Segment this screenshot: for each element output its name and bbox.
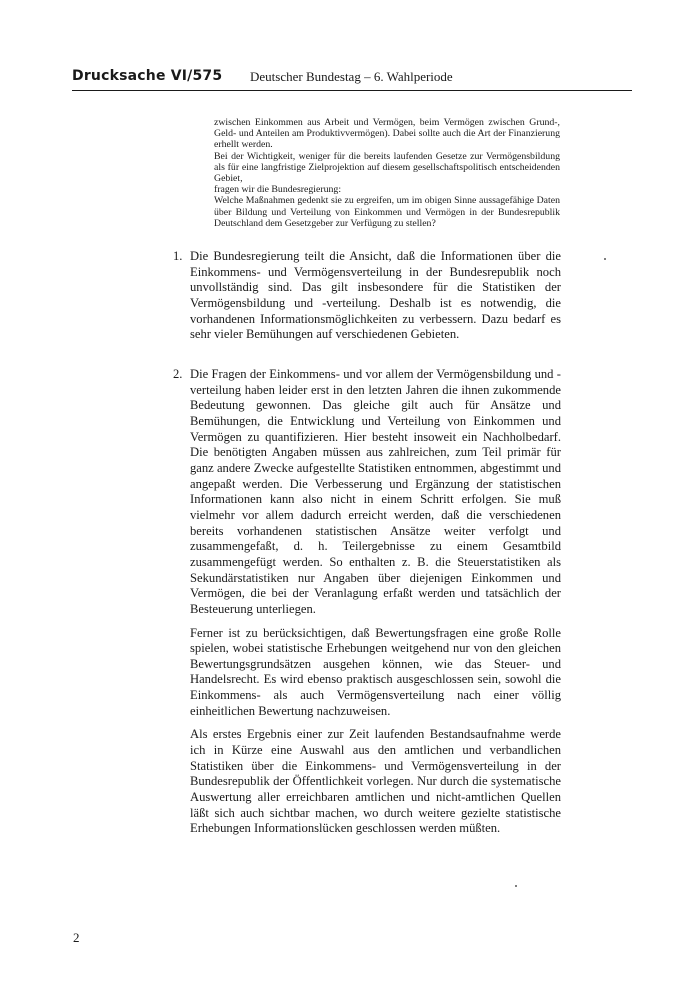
page-header [72, 68, 632, 90]
answer-paragraph: Die Bundesregierung teilt die Ansicht, daß die Informationen über die Einkommens- und Vermögensverteilung in der Bundesrepublik noch unvollständig sind. Das gilt insbesondere für die Statistiken der Vermögensbildung und -verteilung. Deshalb ist es notwendig, die vorhandenen Informationsmöglichkeiten zu verbessern. Dazu bedarf es sehr vieler Bemühungen auf verschiedenen Gebieten. [190, 249, 561, 342]
answer-number: 2. [173, 367, 183, 381]
answer-paragraph: Die Fragen der Einkommens- und vor allem der Vermögensbildung und -verteilung haben leider erst in den letzten Jahren die ihnen zukommende Bedeutung gewonnen. Das gleiche gilt auch für Ansätze und Bemühungen, die Entwicklung und Verteilung von Einkommen und Vermögen zu quantifizieren. Hier besteht insoweit ein Nachholbedarf. Die benötigten Angaben müssen aus zahlreichen, zum Teil primär für ganz andere Zwecke aufgestellte Statistiken entnommen, abgestimmt und angepaßt werden. Die Verbesserung und Ergänzung der statistischen Informationen kann also nicht in einem Schritt erfolgen. Sie muß vielmehr vor allem dadurch erreicht werden, daß die verschiedenen bereits vorhandenen statistischen Ansätze weiter verfolgt und zusammengefaßt, d. h. Teilergebnisse zu einem Gesamtbild zusammengefügt werden. So enthalten z. B. die Steuerstatistiken als Sekundärstatistiken nur Angaben über diejenigen Einkommen und Vermögen, die bei der Veranlagung erfaßt werden und tatsächlich der Besteuerung unterliegen. [190, 367, 561, 616]
answer-number: 1. [173, 249, 183, 263]
question-paragraph: zwischen Einkommen aus Arbeit und Vermögen, beim Vermögen zwischen Grund-, Geld- und Anteilen am Produktivvermögen). Dabei sollte auch die Art der Finanzierung erhellt werden. [214, 117, 560, 151]
answer-paragraph: Als erstes Ergebnis einer zur Zeit laufenden Bestandsaufnahme werde ich in Kürze eine Auswahl aus den amtlichen und verbandlichen Statistiken über die Einkommens- und Vermögensverteilung in der Bundesrepublik der Öffentlichkeit vorlegen. Nur durch die systematische Auswertung aller erreichbaren amtlichen und nicht-amtlichen Quellen läßt sich auch sichtbar machen, wo durch weitere gezielte statistische Erhebungen Informationslücken geschlossen werden müßten. [190, 727, 561, 836]
answer-paragraph: Ferner ist zu berücksichtigen, daß Bewertungsfragen eine große Rolle spielen, wobei statistische Erhebungen weitgehend nur von den gleichen Bewertungsgrundsätzen ausgehen können, wie das Steuer- und Handelsrecht. Es wird ebenso praktisch ausgeschlossen sein, sowohl die Einkommens- als auch Vermögensverteilung nach einer völlig einheitlichen Bewertung nachzuweisen. [190, 625, 561, 718]
answer-2 [173, 367, 561, 845]
page-number: 2 [73, 930, 80, 945]
answer-1 [173, 249, 561, 351]
session-title: Deutscher Bundestag – 6. Wahlperiode [250, 69, 453, 84]
scan-speck [604, 258, 606, 260]
answer-item [173, 367, 561, 837]
scan-speck [515, 885, 517, 887]
question-block [214, 117, 560, 229]
answer-item [173, 249, 561, 343]
question-paragraph: fragen wir die Bundesregierung: [214, 184, 342, 196]
header-rule [72, 90, 632, 91]
question-paragraph: Bei der Wichtigkeit, weniger für die bereits laufenden Gesetze zur Vermögensbildung als für eine langfristige Zielprojektion auf diesem gesellschaftspolitisch entscheidenden Gebiet, [214, 150, 560, 185]
document-label: Drucksache VI/575 [72, 68, 223, 84]
question-paragraph: Welche Maßnahmen gedenkt sie zu ergreifen, um im obigen Sinne aussagefähige Daten über Bildung und Verteilung von Einkommen und Vermögen in der Bundesrepublik Deutschland dem Gesetzgeber zur Verfügung zu stellen? [214, 195, 560, 229]
